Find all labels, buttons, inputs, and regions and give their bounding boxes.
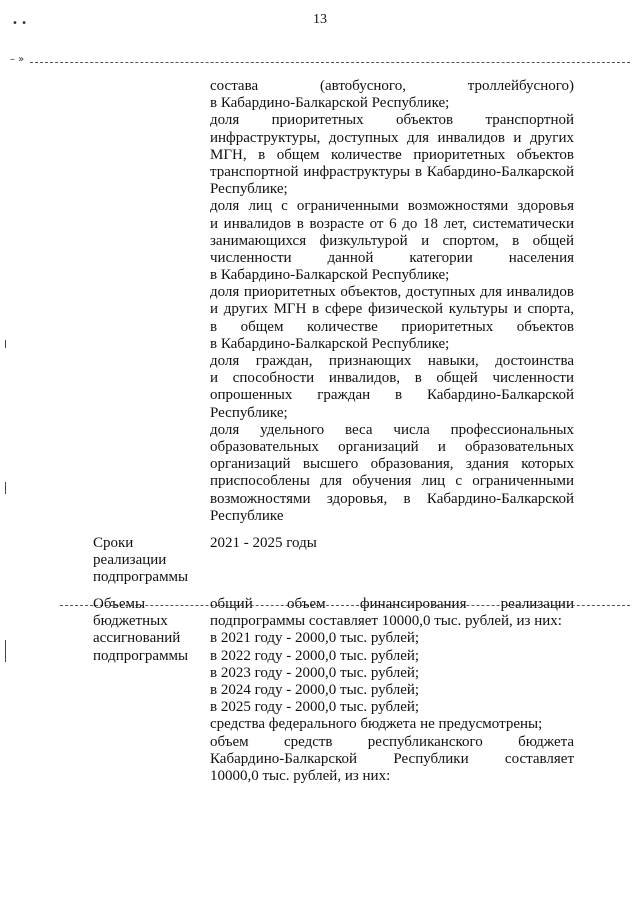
section-indicators-text [210, 78, 574, 525]
text-line: реализации [93, 552, 167, 569]
text-line: в 2023 году - 2000,0 тыс. рублей; [210, 664, 420, 681]
margin-mark [5, 340, 6, 348]
text-line: в 2022 году - 2000,0 тыс. рублей; [210, 647, 420, 664]
text-line: организаций высшего образования, здания которых [210, 456, 574, 473]
text-line: в общем количестве приоритетных объектов [210, 318, 574, 335]
text-line: в Кабардино-Балкарской Республике; [210, 267, 450, 284]
text-line: численности данной категории населения [210, 249, 574, 266]
section-terms-label [93, 535, 198, 587]
section-terms-text [210, 535, 574, 552]
section-budget-label [93, 596, 198, 665]
text-line: в Кабардино-Балкарской Республике; [210, 335, 450, 352]
text-line: средства федерального бюджета не предусмотрены; [210, 716, 543, 733]
text-line: состава (автобусного, троллейбусного) [210, 78, 574, 94]
text-line: 2021 - 2025 годы [210, 535, 317, 551]
text-line: образовательных организаций и образовательных [210, 438, 574, 455]
text-line: бюджетных [93, 613, 168, 630]
text-line: в Кабардино-Балкарской Республике; [210, 95, 450, 112]
scan-mark-top: • • [12, 18, 27, 29]
text-line: занимающихся физкультурой и спортом, в общей [210, 232, 574, 249]
margin-mark [5, 640, 6, 662]
text-line: Кабардино-Балкарской Республики составляет [210, 750, 574, 767]
text-line: и способности инвалидов, в общей численности [210, 370, 574, 387]
text-line: ассигнований [93, 630, 181, 647]
page-number: 13 [313, 12, 327, 27]
text-line: в 2025 году - 2000,0 тыс. рублей; [210, 699, 420, 716]
text-line: подпрограммы [93, 647, 189, 664]
text-line: доля приоритетных объектов, доступных для инвалидов [210, 284, 574, 301]
text-line: и других МГН в сфере физической культуры и спорта, [210, 301, 574, 318]
top-table-rule [30, 62, 630, 63]
text-line: 10000,0 тыс. рублей, из них: [210, 767, 391, 784]
text-line: приспособлены для обучения лиц с ограниченными [210, 473, 574, 490]
text-line: доля удельного веса числа профессиональных [210, 421, 574, 438]
text-line: возможностями здоровья, в Кабардино-Балкарской [210, 490, 574, 507]
text-line: транспортной инфраструктуры в Кабардино-Балкарской [210, 163, 574, 180]
text-line: Республике; [210, 404, 288, 421]
text-line: подпрограммы составляет 10000,0 тыс. рублей, из них: [210, 613, 562, 630]
text-line: Объемы [93, 596, 146, 612]
text-line: опрошенных граждан в Кабардино-Балкарской [210, 387, 574, 404]
text-line: общий объем финансирования реализации [210, 596, 574, 612]
text-line: подпрограммы [93, 569, 189, 586]
text-line: доля лиц с ограниченными возможностями здоровья [210, 198, 574, 215]
text-line: Республике [210, 507, 284, 524]
text-line: и инвалидов в возрасте от 6 до 18 лет, систематически [210, 215, 574, 232]
text-line: Республике; [210, 181, 288, 198]
text-line: в 2021 году - 2000,0 тыс. рублей; [210, 630, 420, 647]
margin-mark [5, 482, 6, 494]
text-line: инфраструктуры, доступных для инвалидов и других [210, 129, 574, 146]
text-line: Сроки [93, 535, 134, 551]
scan-mark-rule: – » [10, 54, 25, 65]
text-line: МГН, в общем количестве приоритетных объектов [210, 146, 574, 163]
text-line: объем средств республиканского бюджета [210, 733, 574, 750]
section-budget-text [210, 596, 574, 785]
text-line: в 2024 году - 2000,0 тыс. рублей; [210, 681, 420, 698]
text-line: доля граждан, признающих навыки, достоинства [210, 353, 574, 369]
text-line: доля приоритетных объектов транспортной [210, 112, 574, 129]
